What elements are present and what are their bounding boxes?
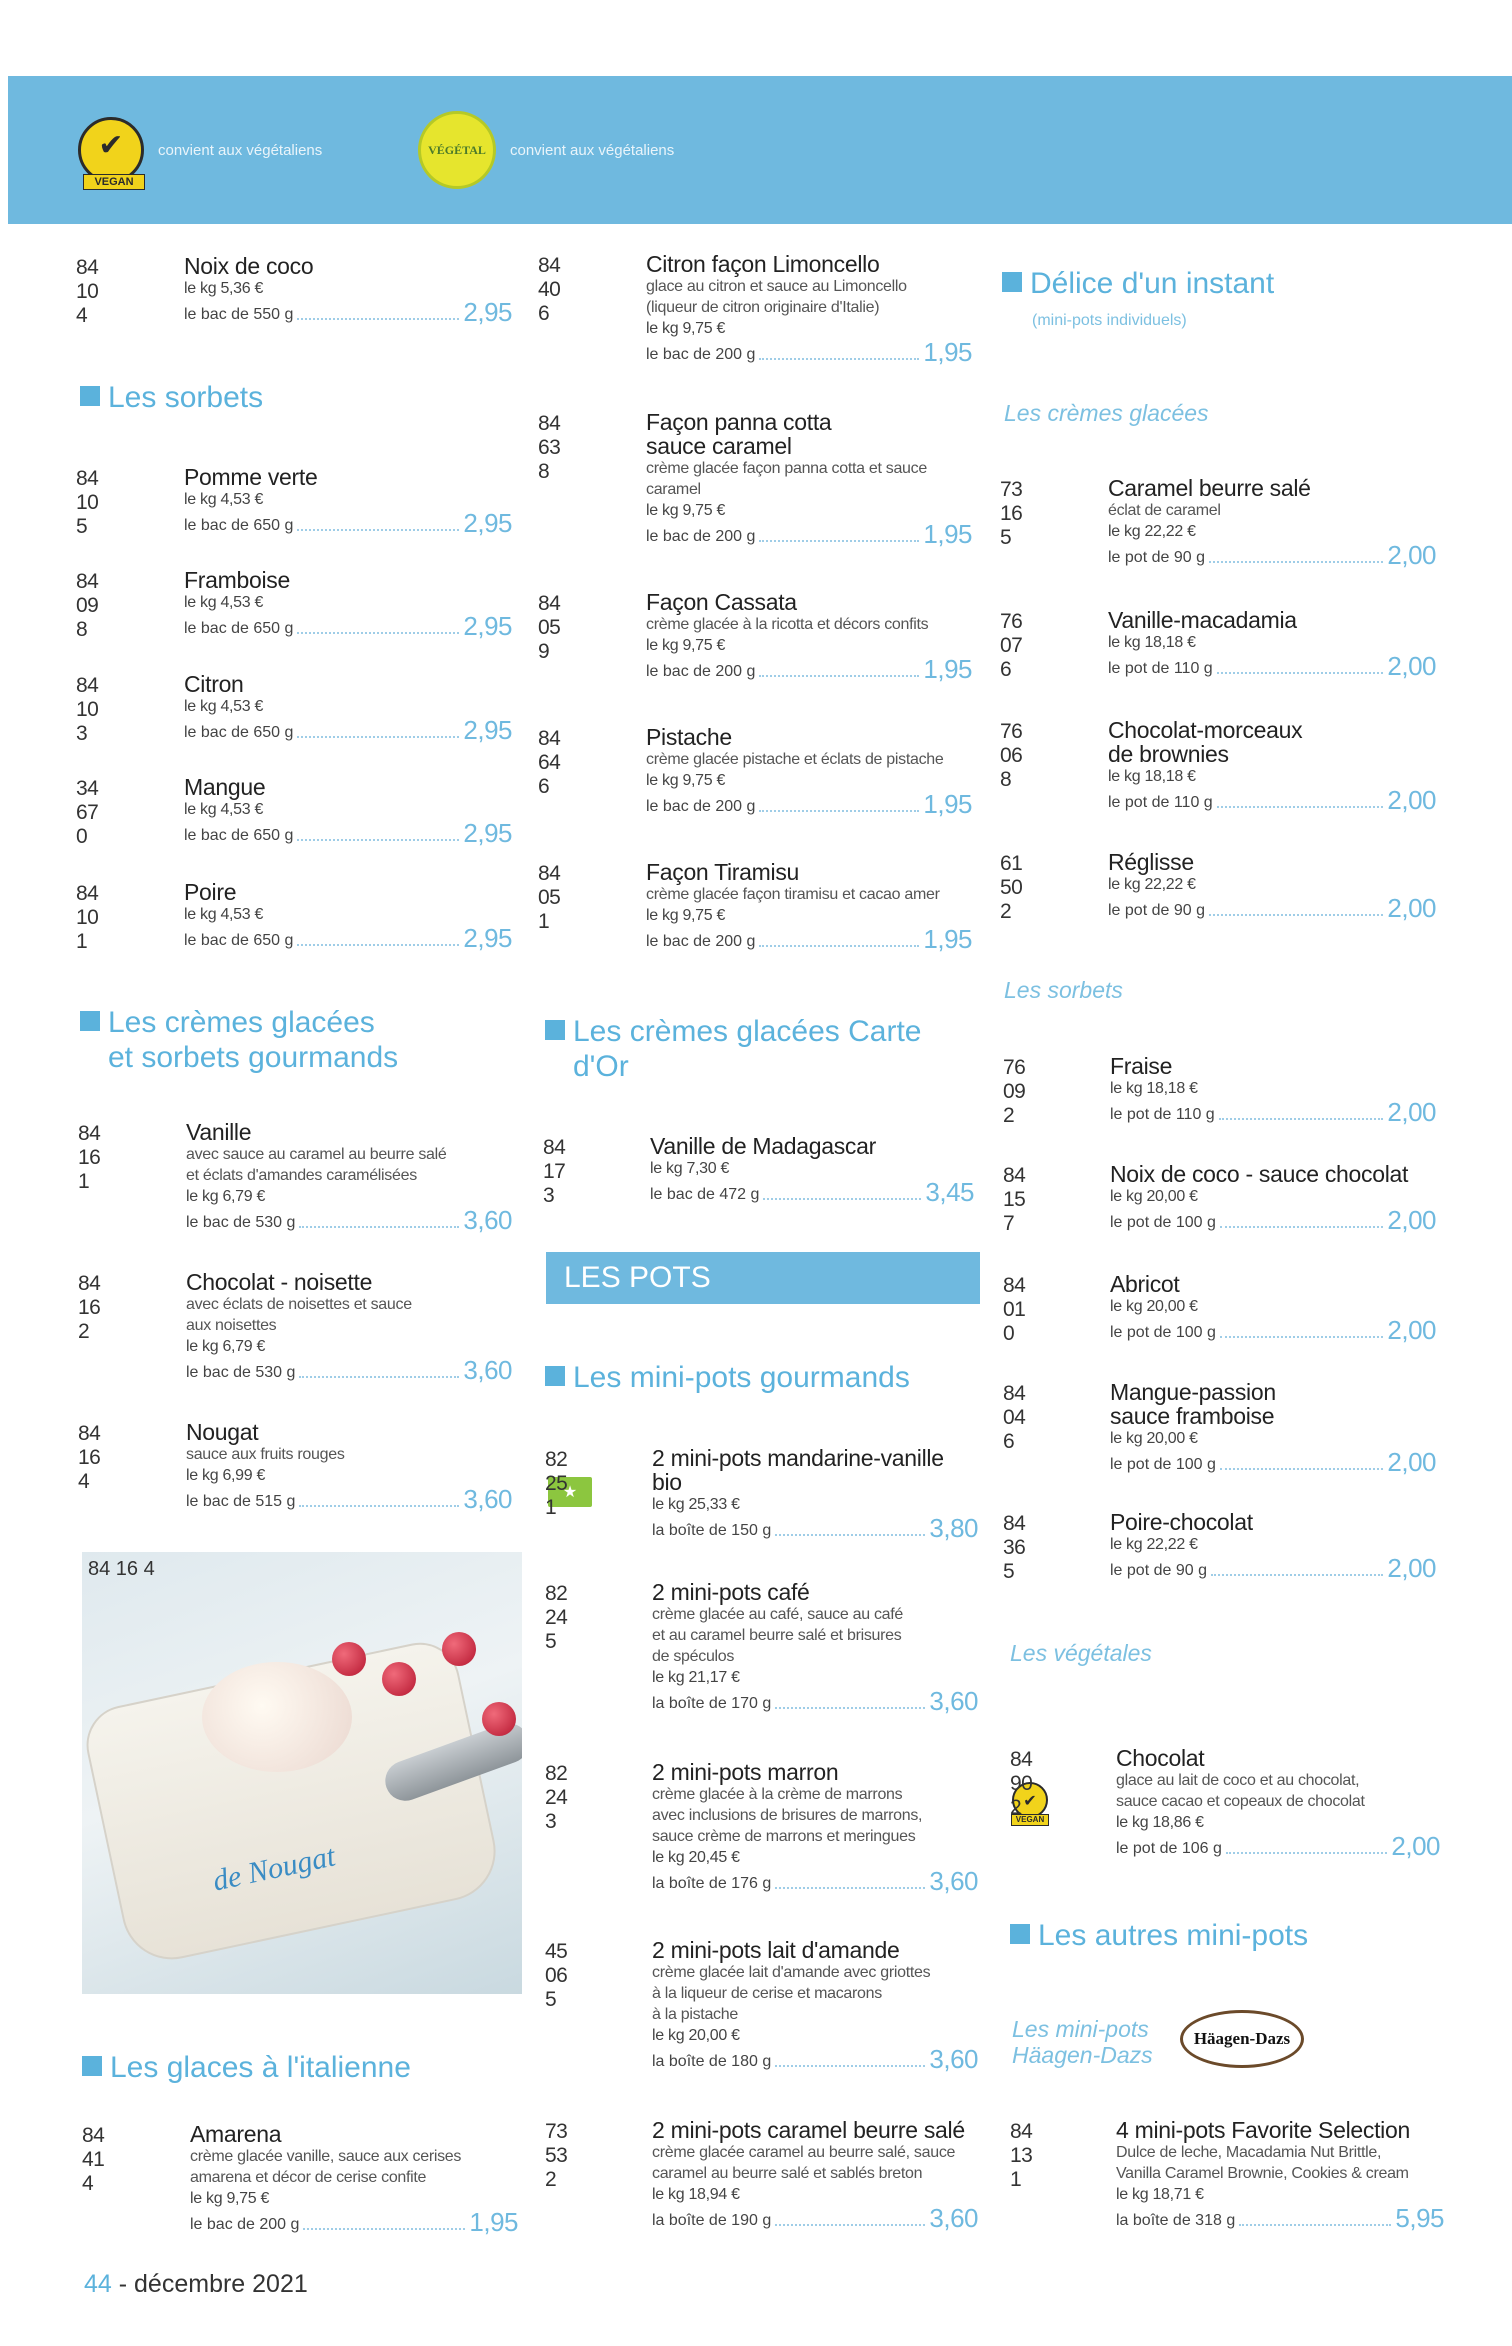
leader-dots — [1239, 2224, 1391, 2226]
price-per-kg: le kg 20,00 € — [1110, 1188, 1198, 1205]
product-name: sauce caramel — [646, 433, 792, 459]
price-per-kg: le kg 9,75 € — [646, 320, 726, 337]
product-description: avec sauce au caramel au beurre salé — [186, 1146, 447, 1163]
package-size: le bac de 200 g — [646, 933, 756, 950]
price-per-kg: le kg 6,79 € — [186, 1188, 266, 1205]
package-size: le pot de 110 g — [1108, 794, 1213, 811]
product-code: 84 04 6 — [1003, 1382, 1026, 1453]
price-per-kg: le kg 18,86 € — [1116, 1814, 1204, 1831]
product-description: glace au citron et sauce au Limoncello — [646, 278, 907, 295]
leader-dots — [297, 632, 459, 634]
product-name: sauce framboise — [1110, 1403, 1275, 1429]
product-price: 1,95 — [923, 654, 972, 684]
product-code: 82 24 5 — [545, 1582, 568, 1653]
product-code: 84 16 4 — [78, 1422, 101, 1493]
product-code: 84 64 6 — [538, 727, 561, 798]
photo-code: 84 16 4 — [88, 1558, 155, 1580]
product-price: 3,60 — [463, 1205, 512, 1235]
leader-dots — [297, 736, 459, 738]
product-name: 4 mini-pots Favorite Selection — [1116, 2117, 1410, 2143]
package-size: la boîte de 180 g — [652, 2053, 772, 2070]
leader-dots — [759, 540, 919, 542]
product-name: Façon Tiramisu — [646, 859, 800, 885]
price-per-kg: le kg 9,75 € — [190, 2190, 270, 2207]
price-per-kg: le kg 5,36 € — [184, 280, 264, 297]
product-description: crème glacée pistache et éclats de pistache — [646, 751, 944, 768]
price-per-kg: le kg 18,18 € — [1108, 768, 1196, 785]
product-name: Nougat — [186, 1419, 259, 1445]
product-description: Dulce de leche, Macadamia Nut Brittle, — [1116, 2144, 1382, 2161]
product-code: 84 13 1 — [1010, 2120, 1033, 2191]
product-code: 73 16 5 — [1000, 478, 1023, 549]
legend-banner — [8, 76, 1512, 224]
product-name: Pomme verte — [184, 464, 318, 490]
package-size: le bac de 200 g — [646, 798, 756, 815]
price-per-kg: le kg 9,75 € — [646, 772, 726, 789]
vegan-small-tag: VEGAN — [1011, 1814, 1049, 1826]
bio-leaf-icon: ★ — [548, 1477, 592, 1507]
leader-dots — [297, 318, 459, 320]
product-description: Vanilla Caramel Brownie, Cookies & cream — [1116, 2165, 1409, 2182]
vegetal-legend-text: convient aux végétaliens — [510, 141, 675, 159]
package-size: le bac de 550 g — [184, 306, 294, 323]
price-per-kg: le kg 20,00 € — [1110, 1430, 1198, 1447]
price-per-kg: le kg 21,17 € — [652, 1669, 740, 1686]
leader-dots — [297, 944, 459, 946]
price-per-kg: le kg 22,22 € — [1108, 523, 1196, 540]
package-size: le bac de 200 g — [646, 346, 756, 363]
price-per-kg: le kg 18,94 € — [652, 2186, 740, 2203]
price-per-kg: le kg 4,53 € — [184, 594, 264, 611]
raspberry — [442, 1632, 476, 1666]
product-price: 2,00 — [1391, 1831, 1440, 1861]
product-price: 2,00 — [1387, 1315, 1436, 1345]
product-description: avec inclusions de brisures de marrons, — [652, 1807, 923, 1824]
package-size: la boîte de 150 g — [652, 1522, 772, 1539]
price-per-kg: le kg 22,22 € — [1110, 1536, 1198, 1553]
package-size: le pot de 90 g — [1110, 1562, 1207, 1579]
package-size: le bac de 650 g — [184, 932, 294, 949]
leader-dots — [1226, 1852, 1388, 1854]
section-autres-minipots: Les autres mini-pots — [1010, 1918, 1308, 1953]
section-carte-dor: Les crèmes glacées Carte d'Or — [545, 1014, 922, 1084]
product-price: 2,00 — [1387, 1553, 1436, 1583]
product-name: bio — [652, 1469, 682, 1495]
pots-band: LES POTS — [546, 1252, 980, 1304]
package-size: le pot de 90 g — [1108, 549, 1205, 566]
product-price: 3,45 — [925, 1177, 974, 1207]
price-per-kg: le kg 7,30 € — [650, 1160, 730, 1177]
product-price: 3,60 — [463, 1484, 512, 1514]
product-price: 2,95 — [463, 611, 512, 641]
product-price: 2,95 — [463, 715, 512, 745]
product-photo — [82, 1552, 522, 1994]
package-size: la boîte de 190 g — [652, 2212, 772, 2229]
haagen-dazs-logo: Häagen-Dazs — [1180, 2010, 1304, 2068]
product-description: (liqueur de citron originaire d'Italie) — [646, 299, 880, 316]
package-size: le pot de 106 g — [1116, 1840, 1222, 1857]
product-description: crème glacée façon tiramisu et cacao amer — [646, 886, 940, 903]
product-code: 84 90 2 — [1010, 1748, 1033, 1819]
price-per-kg: le kg 20,45 € — [652, 1849, 740, 1866]
package-size: le pot de 100 g — [1110, 1324, 1216, 1341]
product-code: 76 09 2 — [1003, 1056, 1026, 1127]
product-price: 2,00 — [1387, 785, 1436, 815]
product-code: 84 15 7 — [1003, 1164, 1026, 1235]
delice-note: (mini-pots individuels) — [1032, 312, 1187, 329]
product-description: crème glacée au café, sauce au café — [652, 1606, 903, 1623]
package-size: le bac de 472 g — [650, 1186, 760, 1203]
product-name: Noix de coco — [184, 253, 314, 279]
product-description: à la liqueur de cerise et macarons — [652, 1985, 882, 2002]
product-code: 84 05 9 — [538, 592, 561, 663]
product-price: 2,95 — [463, 818, 512, 848]
product-price: 2,00 — [1387, 1097, 1436, 1127]
price-per-kg: le kg 6,79 € — [186, 1338, 266, 1355]
product-price: 2,00 — [1387, 1447, 1436, 1477]
vegetal-legend — [418, 76, 674, 224]
leader-dots — [763, 1198, 921, 1200]
leader-dots — [299, 1226, 459, 1228]
product-price: 2,95 — [463, 297, 512, 327]
product-price: 3,60 — [929, 1686, 978, 1716]
product-name: Poire — [184, 879, 237, 905]
price-per-kg: le kg 20,00 € — [652, 2027, 740, 2044]
vegan-logo-icon: ✔ VEGAN — [78, 117, 144, 183]
product-price: 1,95 — [923, 337, 972, 367]
product-price: 3,60 — [929, 2044, 978, 2074]
subsection-vegetales: Les végétales — [1010, 1640, 1152, 1666]
product-name: 2 mini-pots marron — [652, 1759, 839, 1785]
product-name: 2 mini-pots caramel beurre salé — [652, 2117, 965, 2143]
product-code: 84 40 6 — [538, 254, 561, 325]
price-per-kg: le kg 22,22 € — [1108, 876, 1196, 893]
subsection-sorbets: Les sorbets — [1004, 977, 1123, 1003]
product-code: 84 63 8 — [538, 412, 561, 483]
product-description: éclat de caramel — [1108, 502, 1221, 519]
leader-dots — [759, 675, 919, 677]
price-per-kg: le kg 18,18 € — [1110, 1080, 1198, 1097]
section-minipots: Les mini-pots gourmands — [545, 1360, 910, 1395]
product-price: 3,80 — [929, 1513, 978, 1543]
package-size: le pot de 110 g — [1110, 1106, 1215, 1123]
package-size: le bac de 200 g — [646, 663, 756, 680]
package-size: le bac de 515 g — [186, 1493, 296, 1510]
product-code: 84 10 3 — [76, 674, 99, 745]
leader-dots — [299, 1505, 459, 1507]
product-name: Caramel beurre salé — [1108, 475, 1311, 501]
product-description: crème glacée à la crème de marrons — [652, 1786, 903, 1803]
product-description: sauce cacao et copeaux de chocolat — [1116, 1793, 1365, 1810]
product-name: Façon Cassata — [646, 589, 797, 615]
product-code: 61 50 2 — [1000, 852, 1023, 923]
section-italienne: Les glaces à l'italienne — [82, 2050, 411, 2085]
vegan-legend-text: convient aux végétaliens — [158, 141, 323, 159]
vegetal-logo-icon: VÉGÉTAL — [418, 111, 496, 189]
package-size: le bac de 200 g — [646, 528, 756, 545]
leader-dots — [297, 529, 459, 531]
product-name: Abricot — [1110, 1271, 1180, 1297]
price-per-kg: le kg 9,75 € — [646, 502, 726, 519]
product-code: 82 24 3 — [545, 1762, 568, 1833]
product-code: 45 06 5 — [545, 1940, 568, 2011]
product-description: et au caramel beurre salé et brisures — [652, 1627, 902, 1644]
leader-dots — [1220, 1226, 1384, 1228]
product-code: 84 09 8 — [76, 570, 99, 641]
product-name: Noix de coco - sauce chocolat — [1110, 1161, 1409, 1187]
package-size: la boîte de 318 g — [1116, 2212, 1236, 2229]
product-name: Citron façon Limoncello — [646, 251, 880, 277]
raspberry — [332, 1642, 366, 1676]
product-name: Fraise — [1110, 1053, 1173, 1079]
package-size: le pot de 100 g — [1110, 1456, 1216, 1473]
leader-dots — [775, 2224, 925, 2226]
leader-dots — [759, 810, 919, 812]
product-code: 84 16 1 — [78, 1122, 101, 1193]
package-size: la boîte de 176 g — [652, 1875, 772, 1892]
package-size: le bac de 650 g — [184, 724, 294, 741]
product-code: 82 25 1 — [545, 1448, 568, 1519]
product-description: glace au lait de coco et au chocolat, — [1116, 1772, 1360, 1789]
product-name: Mangue-passion — [1110, 1379, 1276, 1405]
product-name: Réglisse — [1108, 849, 1194, 875]
product-price: 3,60 — [463, 1355, 512, 1385]
price-per-kg: le kg 9,75 € — [646, 907, 726, 924]
price-per-kg: le kg 4,53 € — [184, 906, 264, 923]
package-size: le pot de 90 g — [1108, 902, 1205, 919]
product-description: caramel au beurre salé et sablés breton — [652, 2165, 923, 2182]
product-name: Poire-chocolat — [1110, 1509, 1253, 1535]
product-price: 1,95 — [469, 2207, 518, 2237]
product-description: crème glacée lait d'amande avec griottes — [652, 1964, 931, 1981]
product-name: Chocolat - noisette — [186, 1269, 373, 1295]
leader-dots — [1209, 561, 1383, 563]
product-price: 1,95 — [923, 519, 972, 549]
leader-dots — [1217, 672, 1384, 674]
section-gourmands: Les crèmes glacées et sorbets gourmands — [80, 1005, 398, 1075]
price-per-kg: le kg 20,00 € — [1110, 1298, 1198, 1315]
product-description: crème glacée vanille, sauce aux cerises — [190, 2148, 462, 2165]
price-per-kg: le kg 9,75 € — [646, 637, 726, 654]
product-description: de spéculos — [652, 1648, 735, 1665]
product-description: crème glacée à la ricotta et décors confits — [646, 616, 929, 633]
photo-brand: de Nougat — [209, 1839, 339, 1898]
product-name: Façon panna cotta — [646, 409, 832, 435]
product-description: et éclats d'amandes caramélisées — [186, 1167, 417, 1184]
price-per-kg: le kg 6,99 € — [186, 1467, 266, 1484]
product-name: 2 mini-pots mandarine-vanille — [652, 1445, 944, 1471]
product-name: 2 mini-pots lait d'amande — [652, 1937, 900, 1963]
product-price: 2,00 — [1387, 540, 1436, 570]
product-price: 2,95 — [463, 923, 512, 953]
product-name: Chocolat-morceaux — [1108, 717, 1303, 743]
leader-dots — [1220, 1468, 1384, 1470]
product-code: 73 53 2 — [545, 2120, 568, 2191]
ice-cream-scoop — [202, 1662, 352, 1772]
leader-dots — [1217, 806, 1384, 808]
leader-dots — [297, 839, 459, 841]
product-description: sauce aux fruits rouges — [186, 1446, 345, 1463]
product-code: 84 01 0 — [1003, 1274, 1026, 1345]
leader-dots — [303, 2228, 465, 2230]
leader-dots — [775, 1534, 925, 1536]
leader-dots — [759, 358, 919, 360]
product-code: 84 41 4 — [82, 2124, 105, 2195]
price-per-kg: le kg 18,71 € — [1116, 2186, 1204, 2203]
package-size: la boîte de 170 g — [652, 1695, 772, 1712]
package-size: le bac de 650 g — [184, 620, 294, 637]
product-name: de brownies — [1108, 741, 1229, 767]
leader-dots — [1211, 1574, 1383, 1576]
product-description: avec éclats de noisettes et sauce — [186, 1296, 412, 1313]
product-name: Amarena — [190, 2121, 282, 2147]
product-code: 84 10 4 — [76, 256, 99, 327]
leader-dots — [1209, 914, 1383, 916]
product-name: Mangue — [184, 774, 266, 800]
product-price: 2,00 — [1387, 1205, 1436, 1235]
product-name: Pistache — [646, 724, 732, 750]
product-price: 1,95 — [923, 789, 972, 819]
package-size: le bac de 530 g — [186, 1364, 296, 1381]
product-code: 34 67 0 — [76, 777, 99, 848]
product-code: 76 07 6 — [1000, 610, 1023, 681]
subsection-haagen: Les mini-pots Häagen-Dazs — [1012, 2016, 1153, 2068]
vegan-small-icon: ✔ — [1012, 1782, 1048, 1818]
product-price: 2,00 — [1387, 651, 1436, 681]
price-per-kg: le kg 4,53 € — [184, 491, 264, 508]
section-sorbets: Les sorbets — [80, 380, 263, 415]
leader-dots — [1220, 1336, 1384, 1338]
product-name: Citron — [184, 671, 244, 697]
page-footer: 44 - décembre 2021 — [84, 2270, 308, 2298]
product-price: 1,95 — [923, 924, 972, 954]
raspberry — [382, 1662, 416, 1696]
subsection-cremes: Les crèmes glacées — [1004, 400, 1209, 426]
price-per-kg: le kg 18,18 € — [1108, 634, 1196, 651]
product-description: crème glacée caramel au beurre salé, sauce — [652, 2144, 956, 2161]
package-size: le bac de 530 g — [186, 1214, 296, 1231]
product-code: 84 16 2 — [78, 1272, 101, 1343]
package-size: le bac de 200 g — [190, 2216, 300, 2233]
leader-dots — [759, 945, 919, 947]
product-description: aux noisettes — [186, 1317, 277, 1334]
product-price: 3,60 — [929, 2203, 978, 2233]
product-code: 76 06 8 — [1000, 720, 1023, 791]
product-code: 84 10 5 — [76, 467, 99, 538]
package-size: le bac de 650 g — [184, 827, 294, 844]
product-code: 84 36 5 — [1003, 1512, 1026, 1583]
product-price: 2,95 — [463, 508, 512, 538]
product-price: 5,95 — [1395, 2203, 1444, 2233]
leader-dots — [775, 2065, 925, 2067]
vegan-legend — [78, 76, 322, 224]
leader-dots — [775, 1707, 925, 1709]
product-description: caramel — [646, 481, 701, 498]
package-size: le pot de 100 g — [1110, 1214, 1216, 1231]
product-description: crème glacée façon panna cotta et sauce — [646, 460, 927, 477]
product-code: 84 17 3 — [543, 1136, 566, 1207]
product-name: Framboise — [184, 567, 290, 593]
product-price: 3,60 — [929, 1866, 978, 1896]
leader-dots — [299, 1376, 459, 1378]
leader-dots — [775, 1887, 925, 1889]
price-per-kg: le kg 4,53 € — [184, 698, 264, 715]
product-name: Vanille de Madagascar — [650, 1133, 876, 1159]
product-code: 84 10 1 — [76, 882, 99, 953]
product-name: 2 mini-pots café — [652, 1579, 810, 1605]
section-delice: Délice d'un instant — [1002, 266, 1274, 301]
product-name: Vanille — [186, 1119, 252, 1145]
raspberry — [482, 1702, 516, 1736]
product-description: amarena et décor de cerise confite — [190, 2169, 427, 2186]
product-code: 84 05 1 — [538, 862, 561, 933]
product-description: sauce crème de marrons et meringues — [652, 1828, 916, 1845]
product-price: 2,00 — [1387, 893, 1436, 923]
package-size: le bac de 650 g — [184, 517, 294, 534]
leader-dots — [1219, 1118, 1384, 1120]
product-name: Vanille-macadamia — [1108, 607, 1297, 633]
price-per-kg: le kg 25,33 € — [652, 1496, 740, 1513]
product-description: à la pistache — [652, 2006, 738, 2023]
package-size: le pot de 110 g — [1108, 660, 1213, 677]
product-name: Chocolat — [1116, 1745, 1205, 1771]
price-per-kg: le kg 4,53 € — [184, 801, 264, 818]
